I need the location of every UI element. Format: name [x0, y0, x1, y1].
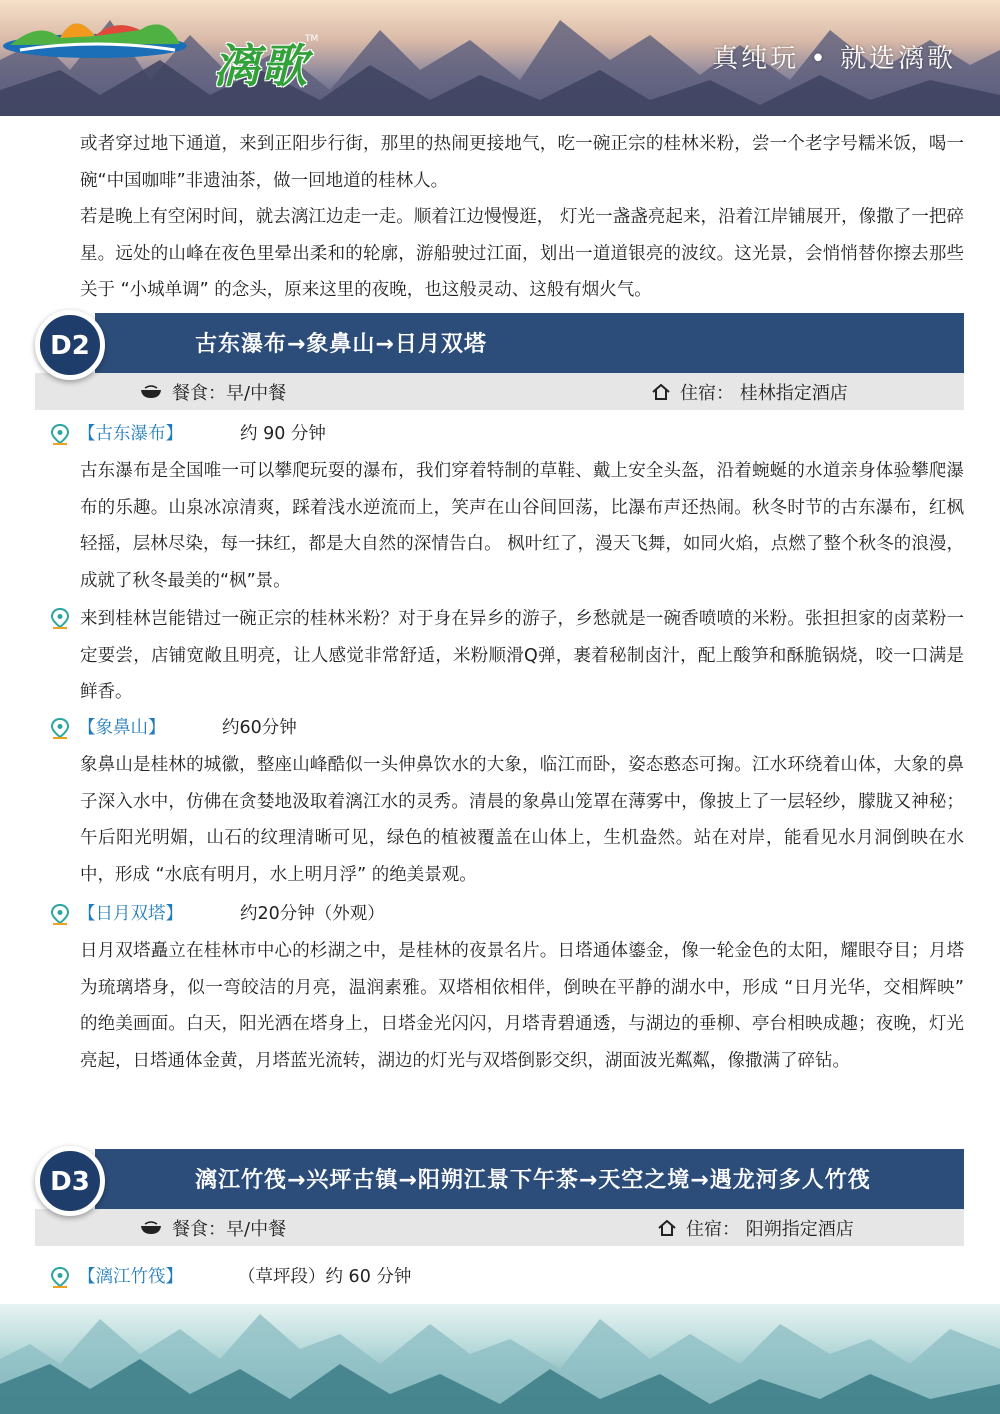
spot-duration: 约60分钟 — [222, 718, 297, 738]
day-title: 漓江竹筏→兴坪古镇→阳朔江景下午茶→天空之境→遇龙河多人竹筏 — [195, 1168, 871, 1193]
meal-info — [140, 1215, 286, 1241]
day-info-bar — [35, 1209, 964, 1246]
spot-duration: 约20分钟（外观） — [240, 904, 385, 924]
day-info-bar — [35, 373, 964, 410]
spot-duration: （草坪段）约 60 分钟 — [238, 1267, 412, 1287]
day-title: 古东瀑布→象鼻山→日月双塔 — [195, 332, 487, 357]
spot-description: 古东瀑布是全国唯一可以攀爬玩耍的瀑布，我们穿着特制的草鞋、戴上安全头盔，沿着蜿蜒的水道亲身体验攀爬瀑布的乐趣。山泉冰凉清爽，踩着浅水逆流而上，笑声在山谷间回荡，比瀑布声还热闹。秋冬时节的古东瀑布，红枫轻摇，层林尽染，每一抹红，都是大自然的深情告白。 枫叶红了，漫天飞舞，如同火焰，点燃了整个秋冬的浪漫，成就了秋冬最美的“枫”景。 — [80, 461, 964, 591]
footer-mountain-illustration — [0, 1304, 1000, 1414]
spot-name: 【象鼻山】 — [78, 718, 166, 738]
slogan: 真纯玩 • 就选漓歌 — [712, 44, 956, 74]
day-badge-label: D3 — [50, 1167, 90, 1197]
location-pin-icon — [50, 1267, 70, 1289]
spot-name: 【古东瀑布】 — [78, 424, 183, 444]
trademark: TM — [305, 34, 319, 44]
bowl-icon — [140, 384, 162, 400]
hotel-text: 住宿： 桂林指定酒店 — [680, 383, 848, 404]
brand-name: 漓歌 — [213, 39, 309, 93]
day-3-header — [35, 1149, 964, 1246]
footer-scenery — [0, 1304, 1000, 1414]
house-icon — [652, 384, 670, 400]
meal-info — [140, 379, 286, 405]
meal-text: 餐食：早/中餐 — [172, 1219, 287, 1240]
day-title-bar — [95, 1149, 964, 1209]
spot-duration: 约 90 分钟 — [240, 424, 326, 444]
location-pin-icon — [50, 904, 70, 926]
hotel-info — [658, 1215, 854, 1241]
spot-description: 象鼻山是桂林的城徽，整座山峰酷似一头伸鼻饮水的大象，临江而卧，姿态憨态可掬。江水环绕着山体，大象的鼻子深入水中，仿佛在贪婪地汲取着漓江水的灵秀。清晨的象鼻山笼罩在薄雾中，像披上了一层轻纱，朦胧又神秘；午后阳光明媚，山石的纹理清晰可见，绿色的植被覆盖在山体上，生机盎然。站在对岸，能看见水月洞倒映在水中，形成 “水底有明月，水上明月浮” 的绝美景观。 — [80, 755, 964, 885]
location-pin-icon — [50, 608, 70, 630]
spot-description: 日月双塔矗立在桂林市中心的杉湖之中，是桂林的夜景名片。日塔通体鎏金，像一轮金色的太阳，耀眼夺目；月塔为琉璃塔身，似一弯皎洁的月亮，温润素雅。双塔相依相伴，倒映在平静的湖水中，形成 “日月光华，交相辉映” 的绝美画面。白天，阳光洒在塔身上，日塔金光闪闪，月塔青碧通透，与湖边的垂柳、亭台相映成趣；夜晚，灯光亮起，日塔通体金黄，月塔蓝光流转，湖边的灯光与双塔倒影交织，湖面波光粼粼，像撒满了碎钻。 — [80, 941, 964, 1071]
hotel-info — [652, 379, 848, 405]
intro-paragraph-2: 若是晚上有空闲时间，就去漓江边走一走。顺着江边慢慢逛， 灯光一盏盏亮起来，沿着江岸铺展开，像撒了一把碎星。远处的山峰在夜色里晕出柔和的轮廓，游船驶过江面，划出一道道银亮的波纹。这光景，会悄悄替你擦去那些关于 “小城单调” 的念头，原来这里的夜晚，也这般灵动、这般有烟火气。 — [80, 207, 964, 300]
hotel-text: 住宿： 阳朔指定酒店 — [686, 1219, 854, 1240]
bowl-icon — [140, 1220, 162, 1236]
day-title-bar — [95, 313, 964, 373]
spot-name: 【漓江竹筏】 — [78, 1267, 183, 1287]
meal-text: 餐食：早/中餐 — [172, 383, 287, 404]
location-pin-icon — [50, 424, 70, 446]
day-badge — [35, 310, 105, 380]
spot-name: 【日月双塔】 — [78, 904, 183, 924]
day-badge-label: D2 — [50, 331, 90, 361]
location-pin-icon — [50, 718, 70, 740]
day-badge — [35, 1146, 105, 1216]
food-tip-text: 来到桂林岂能错过一碗正宗的桂林米粉？对于身在异乡的游子，乡愁就是一碗香喷喷的米粉。张担担家的卤菜粉一定要尝，店铺宽敞且明亮，让人感觉非常舒适，米粉顺滑Q弹，裹着秘制卤汁，配上酸笋和酥脆锅烧，咬一口满是鲜香。 — [80, 609, 964, 702]
house-icon — [658, 1220, 676, 1236]
day-2-header — [35, 313, 964, 410]
intro-paragraph-1: 或者穿过地下通道，来到正阳步行街，那里的热闹更接地气，吃一碗正宗的桂林米粉，尝一个老字号糯米饭，喝一碗“中国咖啡”非遗油茶，做一回地道的桂林人。 — [80, 134, 964, 191]
page-header — [0, 0, 1000, 116]
